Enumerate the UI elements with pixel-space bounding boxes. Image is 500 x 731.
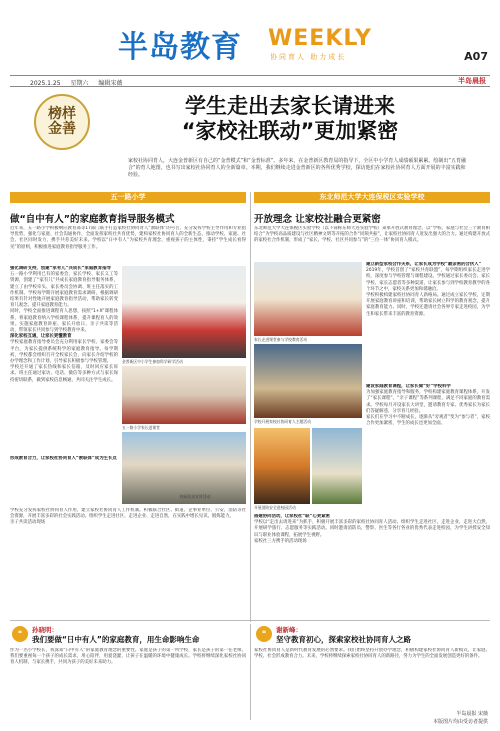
- left-subhead-3: 形成教育合力，让家校社协同育人“教联体”成为生长点: [10, 456, 117, 461]
- masthead-title-en: WEEKLY: [268, 26, 372, 51]
- commentary-divider: [10, 620, 490, 621]
- photo-classroom: [122, 266, 246, 358]
- right-column-header: 东北师范大学大连保税区实验学校: [254, 192, 490, 203]
- left-body-3: [10, 508, 246, 618]
- right-paragraph-1: 2019年，学校首创了“家校共育联盟”，每学期组织家长走进学校，深度参与学校管理与课程建设。学校通过家长委员会、家长学校、家长志愿者等多种渠道，让家长参与到学校教育教学的各个环节之中，家校关系更加和谐融洽。: [366, 268, 490, 292]
- left-paragraph-5: 学校充分发挥家校社协同育人作用，建立家校社协同育人工作机制。积极联合社区、街道、企事业单位、公安、消防等社会资源，开展丰富多彩的社会实践活动。组织学生走进社区、走进企业、走进自然，在实践中增长见识、锻炼能力。: [10, 508, 246, 520]
- photo-caption-3: 校园法治宣讲活动: [180, 494, 211, 499]
- left-body-2: [10, 456, 118, 504]
- left-paragraph-1: 五一路小学利用已有的家委会、家长学校、家长义工等资源，创建了“家有儿”共成长家庭教育指导服务体系，建立了由学校牵头、家长委员会协调、班主任落实的工作机制。学校每学期开展家庭教育需求调研，根据调研结果有针对性地开展家庭教育指导活动，帮助家长转变育儿观念、提升家庭教育能力。: [10, 272, 118, 309]
- right-subhead-1: 建立新型家校合作关系，让家长成为学校“最亲密的合伙人”: [366, 262, 482, 267]
- lead-paragraph: 家校社协同育人，大连金普新区有自己的“金普模式”和“金普标准”。多年来，在金普新区教育局的指导下，全区中小学育人成绩硕果累累。绘制出“五育融合”的育人地图，也书写出家校社协同育人的全新篇章。本期，我们继续走进金普新区的各所优秀学校，探访他们在家校社协同育人方面开展的丰富实践和经验。: [128, 158, 466, 178]
- right-section-title: 开放理念 让家校社融合更紧密: [254, 214, 381, 225]
- photo-caption-1: 金普新区中小学生参加科学研学活动: [122, 359, 183, 364]
- comment-author-2: 谢新峰：: [276, 626, 302, 634]
- comment-author-1: 孙晓明：: [32, 626, 58, 634]
- editor-note-photo: 本版图片均由受访者提供: [432, 719, 488, 725]
- right-photo-caption-2: 学校开展家校社协同育人主题活动: [254, 419, 311, 424]
- photo-kids: [254, 262, 362, 336]
- right-body-3: [254, 514, 490, 618]
- quote-icon: ❝: [12, 626, 28, 642]
- right-photo-caption-3: 开展消防安全进校园活动: [254, 505, 296, 510]
- comment-text-2: 家校社协同育人是新时代教育发展的必然要求。我们始终坚持开放办学理念，积极构建家校社协同育人新模式，让家庭、学校、社会形成教育合力。未来，学校将继续探索家校社协同育人的新路径，努力为学生的全面发展创造更好的条件。: [254, 648, 490, 660]
- right-subhead-2: 建设家庭教育课程，让家长做“好”学校科学: [366, 384, 451, 389]
- right-paragraph-5: 学校以“走出去请进来”为抓手，积极开展丰富多彩的家校社协同育人活动。组织学生走进社区、走进企业、走进大自然，开展研学旅行、志愿服务等实践活动。同时邀请消防员、警察、医生等各行各业的优秀代表走进校园，为学生讲授安全知识与职业体验课程，拓展学生视野。: [254, 520, 490, 538]
- left-column-header: 五一路小学: [10, 192, 246, 203]
- comment-title-1: 我们要做“日中有人”的家庭教育，用生命影响生命: [32, 635, 200, 644]
- left-subhead-2: 深化家校互通，让家长更懂教育: [10, 334, 72, 340]
- left-section-title: 做“自中有人”的家庭教育指导服务模式: [10, 214, 175, 225]
- masthead: [0, 0, 500, 72]
- quote-icon: ❝: [256, 626, 272, 642]
- column-divider: [250, 192, 251, 622]
- left-intro: 近年来，五一路小学积极响应教育部等17部门联手打造家校社协同育人“教联体”的号召，充分发挥学校主导作用和专业指导优势，强化与家庭、社会沟通协作，全面发挥家校社共育优势，建构家校社协同育人的全新生态，推动学校、家庭、社会、社区同时发力，携手共育美好未来。学校以“日中有人”为家校共育理念，重视孩子的主体性，秉持“学生成长看得见”的原则，积极推进家庭教育指导服务工作。: [10, 226, 246, 250]
- headline: [100, 94, 480, 144]
- photo-caption-2: 五一路小学家长进课堂: [122, 425, 160, 430]
- left-photo-caption-4: 亲子共读活动现场: [10, 520, 46, 526]
- editor-note: 半岛晨报 宋薇: [456, 711, 488, 717]
- left-body-1: [10, 266, 118, 452]
- column-logo-badge: [34, 94, 90, 150]
- left-subhead-1: 强化调研支持，创建“家有儿”共成长“家庭教育指导: [10, 266, 111, 271]
- weekday: 星期六: [70, 80, 89, 87]
- photo-activity: [312, 428, 362, 504]
- right-photo-caption-1: 家长走进课堂参与学校教育活动: [254, 337, 308, 342]
- photo-team: [254, 344, 362, 418]
- masthead-subtitle: 协同育人 助力成长: [270, 53, 347, 61]
- left-paragraph-2: 同时，学校全面推进课程育人思想，按照“1+X”课程体系，将家庭教育纳入学校课程体系，提升课程育人的效果。实施家庭教育讲座、家长开放日、亲子共读等活动，带领家长共同参与到学校教育中来。: [10, 309, 118, 334]
- paper-name: 半岛晨报: [458, 76, 486, 85]
- photo-stage: [122, 366, 246, 424]
- right-paragraph-3: 为加强家庭教育指导和服务，学校构建家庭教育课程体系，开发了“家长课程”、“亲子课程”等系列课程，满足不同家庭的教育需求。学校每月开设家长大讲堂，邀请教育专家、优秀家长为家长们答疑解惑，分享育儿经验。: [366, 390, 490, 414]
- right-subhead-3: 搭建协同活动，让家校社“联”心更紧密: [254, 514, 331, 519]
- right-photo-caption-4: 家校社三方携手的活动现场: [254, 538, 307, 544]
- right-intro: 东北师范大学大连保税区实验学校（以下简称东师大连实验学校）秉承开放式教育理念，以“学校、家庭与社会三个教育相结合”为学校高品质建设与社区精神文明等开拓的合作“同频共振”，让家校社协同育人迸发出强大的合力。通过构建开放式的家校社合作机制，形成了“家长、学校、社区共同参与”的“三位一体”协同育人模式。: [254, 226, 490, 244]
- editor: 编辑宋薇: [98, 80, 123, 87]
- right-paragraph-4: 家长们在学习中不断成长，逐渐从“旁观者”变为“参与者”，家校合作更加紧密，学生的成长也更加全面。: [366, 415, 490, 427]
- badge-text: 榜样金善: [48, 106, 76, 137]
- headline-line-1: 学生走出去家长请进来: [185, 94, 395, 118]
- right-paragraph-2: 学校积极构建家校社协同育人新格局。通过成立家长学校，定期开展家庭教育讲座和培训，帮助家长树立科学的教育观念，提升家庭教育能力。同时，学校还邀请社会各界专家走进校园，为学生和家长带来丰富的教育资源。: [366, 293, 490, 317]
- left-paragraph-4: 学校还开通了家长热线和家长信箱，及时回应家长诉求。班主任通过家访、电话、微信等多种方式与家长保持密切联系，做到家校信息畅通，共同关注学生成长。: [10, 365, 118, 383]
- headline-line-2: “家校社联动”更加紧密: [181, 119, 399, 143]
- right-body-1: [366, 262, 490, 382]
- date: 2025.1.25: [30, 80, 61, 87]
- photo-fire-drill: [254, 428, 310, 504]
- right-body-2: [366, 384, 490, 506]
- dateline: [10, 75, 490, 87]
- masthead-title: 半岛教育: [118, 30, 242, 65]
- left-paragraph-3: 学校家庭教育指导委员会充分利用家长学校、家委会等平台，为家长提供系统科学的家庭教育指导。每学期初，学校都会组织召开全校家长会，向家长介绍学校的办学理念和工作计划，引导家长积极参与学校管理。: [10, 340, 118, 365]
- commentary-column-divider: [250, 624, 251, 720]
- page-number: A07: [464, 50, 488, 63]
- comment-title-2: 坚守教育初心，探索家校社协同育人之路: [276, 635, 411, 644]
- comment-text-1: 作为一名小学校长，我深知“日中有人”的家庭教育理念的重要性。家庭是孩子的第一所学校，家长是孩子的第一任老师。我们要重视每一个孩子的成长需求，用心陪伴，用爱浇灌，让孩子在温暖的环境中健康成长。学校将继续深化家校社协同育人机制，与家长携手，共同为孩子的美好未来助力。: [10, 648, 246, 666]
